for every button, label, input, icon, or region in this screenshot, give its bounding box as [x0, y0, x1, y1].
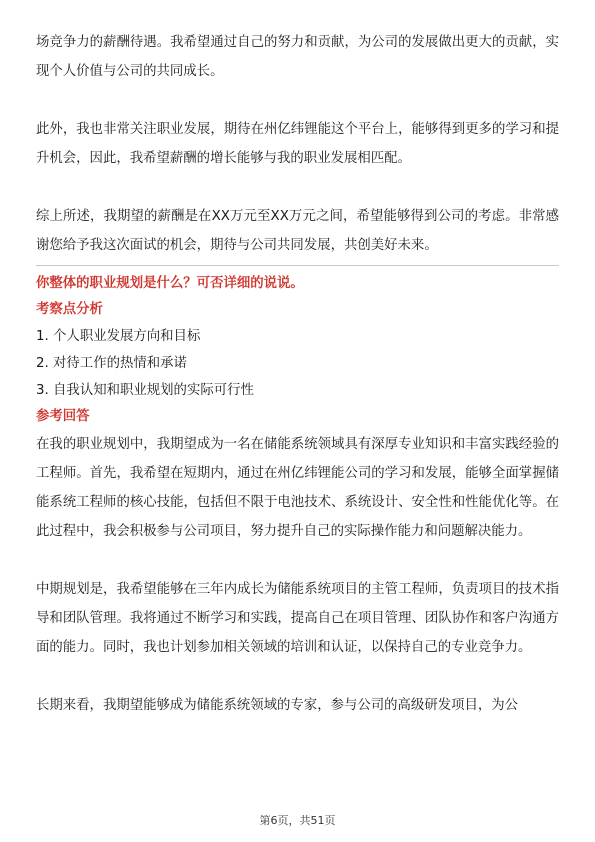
question-heading: 你整体的职业规划是什么？可否详细的说说。 [36, 276, 304, 291]
section-divider [36, 265, 559, 266]
analysis-item: 1. 个人职业发展方向和目标 [36, 329, 201, 344]
analysis-item: 2. 对待工作的热情和承诺 [36, 356, 187, 371]
answer-heading: 参考回答 [36, 409, 90, 424]
answer-paragraph: 长期来看，我期望能够成为储能系统领域的专家，参与公司的高级研发项目，为公 [36, 698, 519, 713]
body-paragraph: 此外，我也非常关注职业发展，期待在州亿纬锂能这个平台上，能够得到更多的学习和提升机会，因此，我希望薪酬的增长能够与我的职业发展相匹配。 [36, 122, 559, 166]
body-paragraph: 场竞争力的薪酬待遇。我希望通过自己的努力和贡献，为公司的发展做出更大的贡献，实现个人价值与公司的共同成长。 [36, 35, 559, 79]
document-page [36, 28, 559, 720]
answer-paragraph: 中期规划是，我希望能够在三年内成长为储能系统项目的主管工程师，负责项目的技术指导和团队管理。我将通过不断学习和实践，提高自己在项目管理、团队协作和客户沟通方面的能力。同时，我也计划参加相关领域的培训和认证，以保持自己的专业竞争力。 [36, 582, 559, 655]
page-number: 第6页，共51页 [259, 814, 336, 827]
analysis-item: 3. 自我认知和职业规划的实际可行性 [36, 383, 254, 398]
body-paragraph: 综上所述，我期望的薪酬是在XX万元至XX万元之间，希望能够得到公司的考虑。非常感谢您给予我这次面试的机会，期待与公司共同发展，共创美好未来。 [36, 209, 559, 253]
answer-paragraph: 在我的职业规划中，我期望成为一名在储能系统领域具有深厚专业知识和丰富实践经验的工程师。首先，我希望在短期内，通过在州亿纬锂能公司的学习和发展，能够全面掌握储能系统工程师的核心技能，包括但不限于电池技术、系统设计、安全性和性能优化等。在此过程中，我会积极参与公司项目，努力提升自己的实际操作能力和问题解决能力。 [36, 437, 559, 539]
analysis-heading: 考察点分析 [36, 302, 103, 317]
